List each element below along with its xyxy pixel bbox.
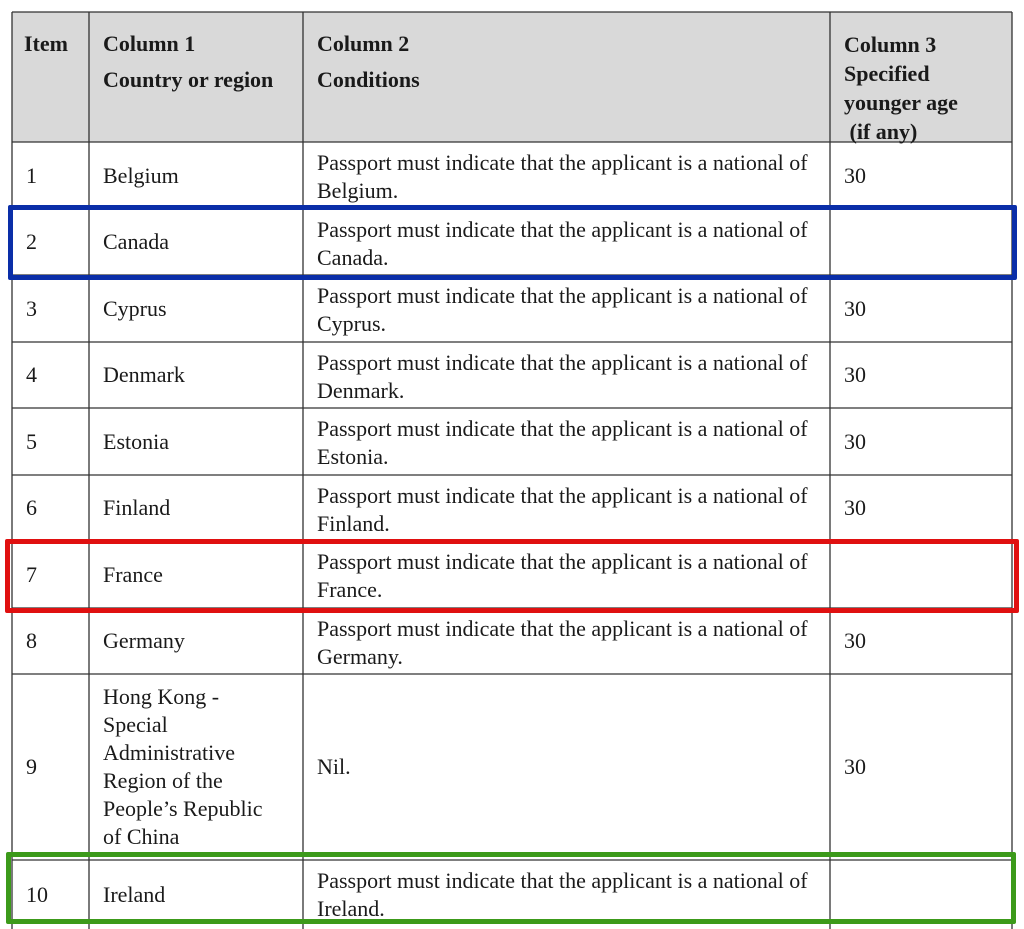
conditions-text: Passport must indicate that the applicant is a national of Cyprus.: [317, 283, 808, 336]
conditions-cell: [303, 342, 830, 408]
country-cell: [89, 608, 303, 674]
country-name-line: Denmark: [103, 362, 185, 387]
younger-age-cell: [830, 408, 1012, 475]
item-number: 7: [26, 561, 37, 587]
country-cell: [89, 408, 303, 475]
highlight-box-france: [5, 539, 1019, 613]
item-number-cell: [12, 275, 89, 342]
header-column-1-subtitle: Country or region: [103, 67, 274, 92]
country-name-line: France: [103, 561, 163, 587]
country-cell: [89, 142, 303, 209]
country-name-line: People’s Republic: [103, 796, 263, 821]
younger-age-value: 30: [844, 295, 866, 321]
table-header-row: [12, 12, 1012, 142]
header-column-2-subtitle: Conditions: [317, 67, 420, 92]
item-number: 8: [26, 628, 37, 653]
table-row-cyprus: [12, 275, 1012, 342]
country-name-line: Finland: [103, 495, 171, 520]
conditions-cell: [303, 275, 830, 342]
younger-age-cell: [830, 674, 1012, 860]
country-name-line: Administrative: [103, 740, 235, 765]
younger-age-value: 30: [844, 495, 866, 520]
younger-age-cell: [830, 608, 1012, 674]
header-column-3-line3: younger age: [844, 90, 958, 115]
item-number-cell: [12, 674, 89, 860]
item-number-cell: [12, 475, 89, 541]
country-name-line: Special: [103, 712, 168, 737]
item-number: 6: [26, 495, 37, 520]
table-row-finland: [12, 475, 1012, 541]
country-cell: [89, 475, 303, 541]
item-number: 3: [26, 295, 37, 321]
younger-age-value: 30: [844, 162, 866, 188]
younger-age-value: 30: [844, 628, 866, 653]
younger-age-value: 30: [844, 362, 866, 387]
conditions-text: Nil.: [317, 754, 351, 779]
country-cell: [89, 674, 303, 860]
conditions-text: Passport must indicate that the applicant is a national of Estonia.: [317, 416, 808, 469]
country-name-line: Region of the: [103, 768, 223, 793]
table-row-estonia: [12, 408, 1012, 475]
country-name-line: Cyprus: [103, 295, 167, 321]
item-number-cell: [12, 342, 89, 408]
conditions-text: Passport must indicate that the applicant is a national of Finland.: [317, 483, 808, 536]
conditions-text: Passport must indicate that the applicant is a national of Ireland.: [317, 868, 808, 921]
conditions-cell: [303, 475, 830, 541]
conditions-cell: [303, 142, 830, 209]
country-cell: [89, 342, 303, 408]
header-column-1: [89, 12, 303, 142]
item-number: 10: [26, 881, 48, 907]
item-number-cell: [12, 608, 89, 674]
header-column-3-line4: (if any): [844, 119, 918, 144]
header-column-2: [303, 12, 830, 142]
country-name-line: of China: [103, 824, 180, 849]
younger-age-cell: [830, 142, 1012, 209]
country-name-line: Canada: [103, 229, 169, 254]
item-number: 4: [26, 362, 37, 387]
table-row-hong-kong: [12, 674, 1012, 860]
table-row-germany: [12, 608, 1012, 674]
header-column-1-title: Column 1: [103, 31, 196, 56]
younger-age-cell: [830, 275, 1012, 342]
conditions-text: Passport must indicate that the applicant is a national of Germany.: [317, 616, 808, 669]
country-name-line: Ireland: [103, 881, 166, 907]
conditions-cell: [303, 408, 830, 475]
highlight-box-ireland: [6, 852, 1016, 924]
item-number-cell: [12, 142, 89, 209]
header-column-3: [830, 12, 1012, 142]
item-number: 9: [26, 754, 37, 779]
younger-age-value: 30: [844, 754, 866, 779]
conditions-text: Passport must indicate that the applicant is a national of Belgium.: [317, 150, 808, 203]
conditions-text: Passport must indicate that the applicant is a national of France.: [317, 549, 808, 602]
younger-age-cell: [830, 342, 1012, 408]
country-name-line: Belgium: [103, 162, 179, 188]
item-number: 2: [26, 229, 37, 254]
header-item: [12, 12, 89, 142]
highlight-box-canada: [8, 205, 1017, 280]
header-column-2-title: Column 2: [317, 31, 410, 56]
conditions-cell: [303, 674, 830, 860]
country-name-line: Germany: [103, 628, 185, 653]
item-number: 1: [26, 162, 37, 188]
item-number-cell: [12, 408, 89, 475]
country-cell: [89, 275, 303, 342]
header-item-line: Item: [24, 31, 68, 56]
conditions-text: Passport must indicate that the applicant is a national of Denmark.: [317, 350, 808, 403]
country-name-line: Hong Kong -: [103, 684, 220, 709]
header-column-3-line2: Specified: [844, 61, 930, 86]
table-row-belgium: [12, 142, 1012, 209]
header-column-3-title: Column 3: [844, 32, 937, 57]
country-name-line: Estonia: [103, 428, 169, 454]
conditions-cell: [303, 608, 830, 674]
younger-age-cell: [830, 475, 1012, 541]
younger-age-value: 30: [844, 428, 866, 454]
table-row-denmark: [12, 342, 1012, 408]
conditions-text: Passport must indicate that the applicant is a national of Canada.: [317, 217, 808, 270]
item-number: 5: [26, 428, 37, 454]
